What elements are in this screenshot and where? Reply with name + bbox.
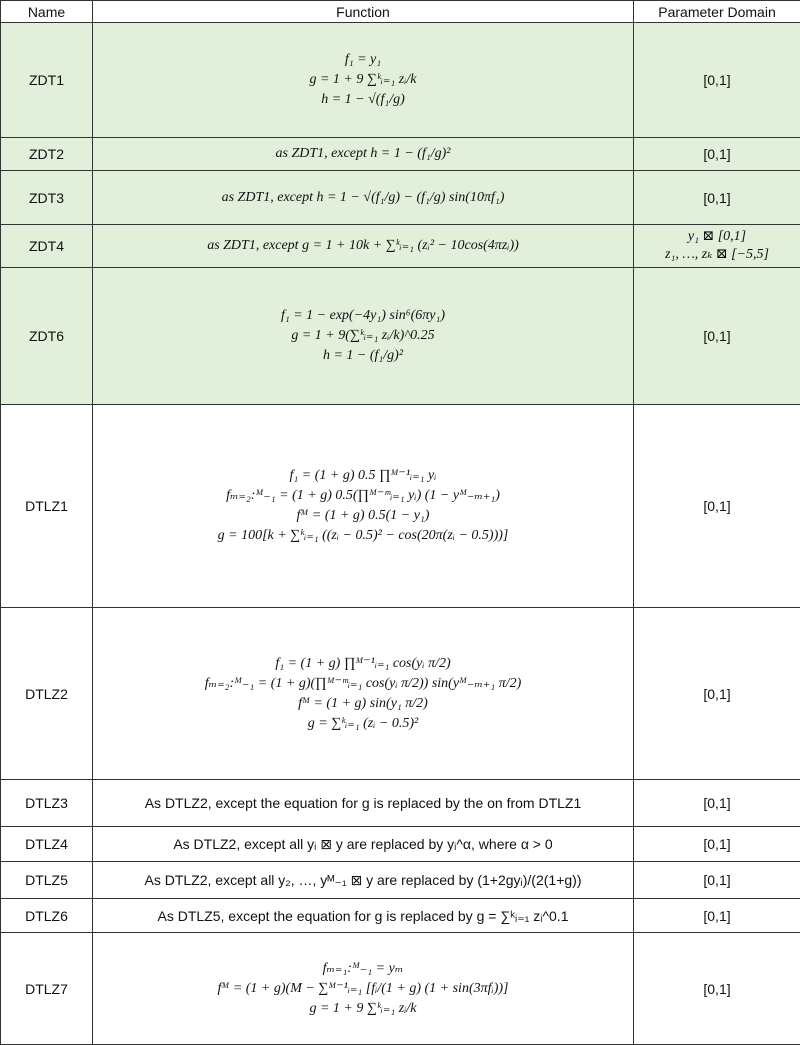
formula-line: As DTLZ5, except the equation for g is replaced by g = ∑ᵏᵢ₌₁ zᵢ^0.1 [93, 906, 633, 926]
table-row [1, 23, 800, 138]
header-name: Name [1, 1, 93, 23]
formula-line: fᴹ = (1 + g) 0.5(1 − y₁) [93, 506, 633, 526]
row-name: ZDT1 [1, 23, 93, 138]
formula-line: fₘ₌₂:ᴹ₋₁ = (1 + g) 0.5(∏ᴹ⁻ᵐᵢ₌₁ yᵢ) (1 − yᴹ₋ₘ₊₁) [93, 486, 633, 506]
row-name: ZDT4 [1, 225, 93, 268]
row-function [93, 608, 634, 780]
table-row [1, 933, 800, 1045]
formula-line: as ZDT1, except g = 1 + 10k + ∑ᵏᵢ₌₁ (zᵢ² − 10cos(4πzᵢ)) [93, 236, 633, 256]
domain-line: y₁ ⊠ [0,1] [634, 228, 800, 246]
row-domain: [0,1] [634, 23, 800, 138]
row-function [93, 899, 634, 933]
row-domain: [0,1] [634, 608, 800, 780]
formula-line: f₁ = 1 − exp(−4y₁) sin⁶(6πy₁) [93, 306, 633, 326]
formula-line: g = 1 + 9(∑ᵏᵢ₌₁ zᵢ/k)^0.25 [93, 326, 633, 346]
formula-line: fᴹ = (1 + g)(M − ∑ᴹ⁻¹ᵢ₌₁ [fᵢ/(1 + g) (1 + sin(3πfᵢ))] [93, 979, 633, 999]
formula-line: f₁ = (1 + g) 0.5 ∏ᴹ⁻¹ᵢ₌₁ yᵢ [93, 466, 633, 486]
header-row [1, 1, 800, 23]
row-name: DTLZ4 [1, 827, 93, 862]
formula-line: f₁ = (1 + g) ∏ᴹ⁻¹ᵢ₌₁ cos(yᵢ π/2) [93, 654, 633, 674]
formula-line: fₘ₌₁:ᴹ₋₁ = yₘ [93, 959, 633, 979]
row-name: ZDT2 [1, 138, 93, 171]
formula-line: f₁ = y₁ [93, 50, 633, 70]
table-row [1, 862, 800, 899]
row-function [93, 862, 634, 899]
row-name: DTLZ1 [1, 405, 93, 608]
domain-line: z₁, …, zₖ ⊠ [−5,5] [634, 246, 800, 264]
row-domain: [0,1] [634, 827, 800, 862]
row-function [93, 933, 634, 1045]
formula-line: g = 100[k + ∑ᵏᵢ₌₁ ((zᵢ − 0.5)² − cos(20π(zᵢ − 0.5)))] [93, 526, 633, 546]
row-name: DTLZ2 [1, 608, 93, 780]
formula-line: as ZDT1, except h = 1 − √(f₁/g) − (f₁/g) sin(10πf₁) [93, 188, 633, 208]
table-row [1, 225, 800, 268]
formula-line: g = 1 + 9 ∑ᵏᵢ₌₁ zᵢ/k [93, 999, 633, 1019]
row-domain: [0,1] [634, 171, 800, 225]
row-function [93, 268, 634, 405]
row-domain: [0,1] [634, 780, 800, 827]
formula-line: fₘ₌₂:ᴹ₋₁ = (1 + g)(∏ᴹ⁻ᵐᵢ₌₁ cos(yᵢ π/2)) sin(yᴹ₋ₘ₊₁ π/2) [93, 674, 633, 694]
table-row [1, 608, 800, 780]
header-domain: Parameter Domain [634, 1, 800, 23]
table-row [1, 827, 800, 862]
table-row [1, 138, 800, 171]
formula-line: g = 1 + 9 ∑ᵏᵢ₌₁ zᵢ/k [93, 70, 633, 90]
row-name: DTLZ3 [1, 780, 93, 827]
row-domain [634, 225, 800, 268]
formula-line: h = 1 − (f₁/g)² [93, 346, 633, 366]
formula-line: h = 1 − √(f₁/g) [93, 90, 633, 110]
formula-line: as ZDT1, except h = 1 − (f₁/g)² [93, 144, 633, 164]
row-domain: [0,1] [634, 862, 800, 899]
row-name: ZDT3 [1, 171, 93, 225]
row-function [93, 780, 634, 827]
formula-line: As DTLZ2, except all yᵢ ⊠ y are replaced by yᵢ^α, where α > 0 [93, 834, 633, 854]
table-row [1, 268, 800, 405]
table-row [1, 899, 800, 933]
formula-line: g = ∑ᵏᵢ₌₁ (zᵢ − 0.5)² [93, 714, 633, 734]
formula-line: fᴹ = (1 + g) sin(y₁ π/2) [93, 694, 633, 714]
row-function [93, 138, 634, 171]
table-row [1, 405, 800, 608]
table-row [1, 780, 800, 827]
row-domain: [0,1] [634, 933, 800, 1045]
row-name: DTLZ7 [1, 933, 93, 1045]
row-domain: [0,1] [634, 268, 800, 405]
row-function [93, 171, 634, 225]
formula-line: As DTLZ2, except the equation for g is replaced by the on from DTLZ1 [93, 793, 633, 813]
row-name: DTLZ5 [1, 862, 93, 899]
row-domain: [0,1] [634, 899, 800, 933]
row-function [93, 405, 634, 608]
formula-line: As DTLZ2, except all y₂, …, yᴹ₋₁ ⊠ y are replaced by (1+2gyᵢ)/(2(1+g)) [93, 870, 633, 890]
row-domain: [0,1] [634, 138, 800, 171]
row-function [93, 225, 634, 268]
table-row [1, 171, 800, 225]
row-name: ZDT6 [1, 268, 93, 405]
row-domain: [0,1] [634, 405, 800, 608]
row-name: DTLZ6 [1, 899, 93, 933]
row-function [93, 827, 634, 862]
header-function: Function [93, 1, 634, 23]
row-function [93, 23, 634, 138]
